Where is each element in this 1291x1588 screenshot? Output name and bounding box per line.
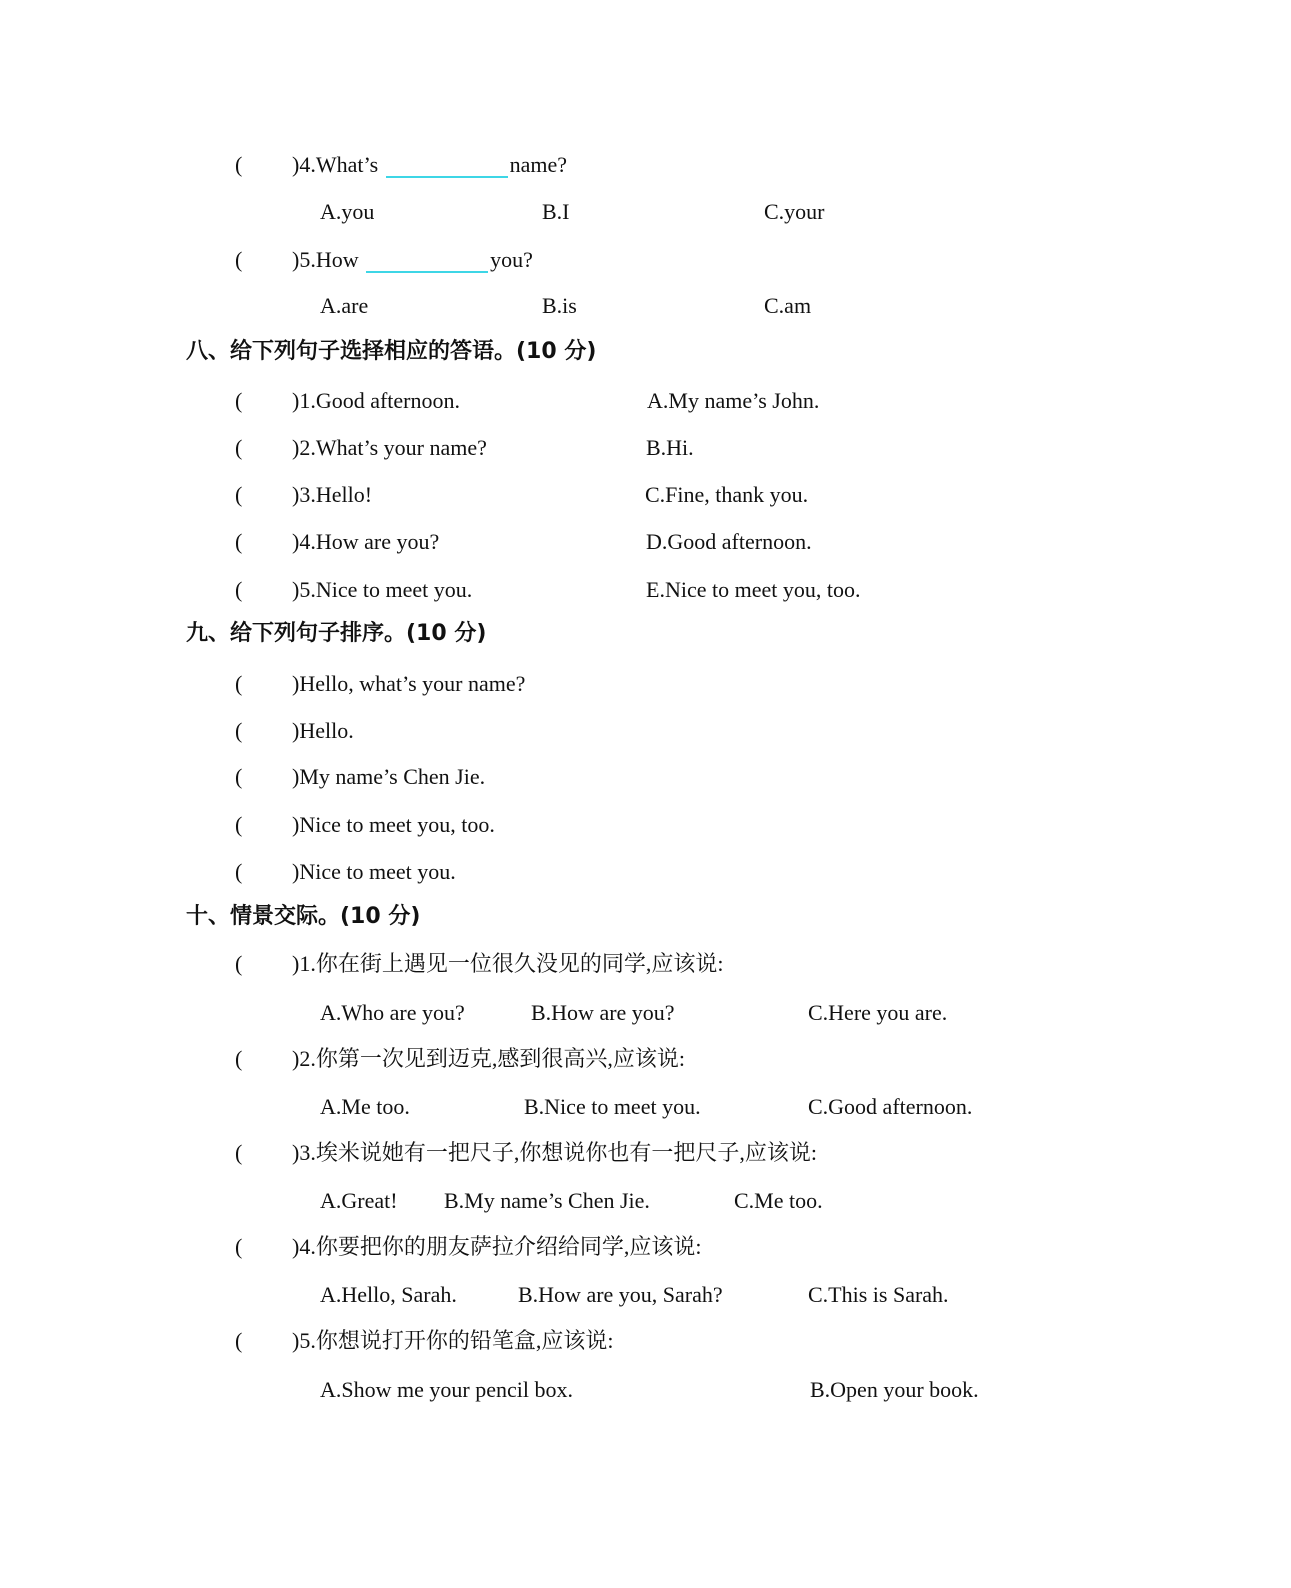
match-question-4: )4.How are you? <box>292 529 440 554</box>
option-a: A.Great! <box>320 1188 398 1213</box>
option-b: B.I <box>542 199 570 224</box>
option-c: C.This is Sarah. <box>808 1282 949 1307</box>
section-8-title: 八、给下列句子选择相应的答语。(10 分) <box>186 339 597 364</box>
match-question-1: )1.Good afternoon. <box>292 388 461 413</box>
answer-paren: ( <box>235 247 243 272</box>
match-answer-a: A.My name’s John. <box>647 388 820 413</box>
order-item-1: )Hello, what’s your name? <box>292 671 526 696</box>
section-10-title: 十、情景交际。(10 分) <box>186 904 421 929</box>
question-4 <box>292 151 567 179</box>
situation-question-5: )5.你想说打开你的铅笔盒,应该说: <box>292 1328 614 1353</box>
match-question-2: )2.What’s your name? <box>292 435 487 460</box>
answer-paren: ( <box>235 1234 243 1259</box>
match-answer-c: C.Fine, thank you. <box>645 482 809 507</box>
answer-paren: ( <box>235 435 243 460</box>
match-answer-e: E.Nice to meet you, too. <box>646 577 861 602</box>
match-answer-d: D.Good afternoon. <box>646 529 812 554</box>
option-c: C.Here you are. <box>808 1000 948 1025</box>
order-item-2: )Hello. <box>292 718 354 743</box>
answer-paren: ( <box>235 152 243 177</box>
option-b: B.Nice to meet you. <box>524 1094 701 1119</box>
match-question-3: )3.Hello! <box>292 482 373 507</box>
answer-paren: ( <box>235 859 243 884</box>
option-b: B.How are you, Sarah? <box>518 1282 723 1307</box>
section-9-title: 九、给下列句子排序。(10 分) <box>186 621 487 646</box>
answer-paren: ( <box>235 577 243 602</box>
question-text: )5.How <box>292 247 359 272</box>
answer-paren: ( <box>235 388 243 413</box>
option-a: A.are <box>320 293 369 318</box>
answer-paren: ( <box>235 764 243 789</box>
option-a: A.Who are you? <box>320 1000 465 1025</box>
question-5 <box>292 246 533 274</box>
option-b: B.How are you? <box>531 1000 675 1025</box>
question-text: name? <box>509 152 568 177</box>
answer-paren: ( <box>235 1140 243 1165</box>
order-item-4: )Nice to meet you, too. <box>292 812 495 837</box>
option-a: A.Show me your pencil box. <box>320 1377 573 1402</box>
answer-paren: ( <box>235 482 243 507</box>
option-b: B.is <box>542 293 577 318</box>
option-c: C.am <box>764 293 812 318</box>
option-a: A.Hello, Sarah. <box>320 1282 457 1307</box>
question-text: you? <box>490 247 533 272</box>
option-c: C.Good afternoon. <box>808 1094 973 1119</box>
answer-paren: ( <box>235 529 243 554</box>
fill-blank[interactable] <box>386 156 508 178</box>
answer-paren: ( <box>235 718 243 743</box>
situation-question-4: )4.你要把你的朋友萨拉介绍给同学,应该说: <box>292 1234 702 1259</box>
situation-question-1: )1.你在街上遇见一位很久没见的同学,应该说: <box>292 951 724 976</box>
order-item-5: )Nice to meet you. <box>292 859 456 884</box>
situation-question-3: )3.埃米说她有一把尺子,你想说你也有一把尺子,应该说: <box>292 1140 817 1165</box>
question-text: )4.What’s <box>292 152 379 177</box>
match-answer-b: B.Hi. <box>646 435 694 460</box>
option-a: A.Me too. <box>320 1094 410 1119</box>
option-b: B.Open your book. <box>810 1377 979 1402</box>
match-question-5: )5.Nice to meet you. <box>292 577 473 602</box>
option-a: A.you <box>320 199 375 224</box>
fill-blank[interactable] <box>366 251 488 273</box>
answer-paren: ( <box>235 812 243 837</box>
order-item-3: )My name’s Chen Jie. <box>292 764 486 789</box>
option-c: C.your <box>764 199 825 224</box>
answer-paren: ( <box>235 671 243 696</box>
answer-paren: ( <box>235 1328 243 1353</box>
option-c: C.Me too. <box>734 1188 823 1213</box>
answer-paren: ( <box>235 1046 243 1071</box>
situation-question-2: )2.你第一次见到迈克,感到很高兴,应该说: <box>292 1046 685 1071</box>
answer-paren: ( <box>235 951 243 976</box>
option-b: B.My name’s Chen Jie. <box>444 1188 650 1213</box>
